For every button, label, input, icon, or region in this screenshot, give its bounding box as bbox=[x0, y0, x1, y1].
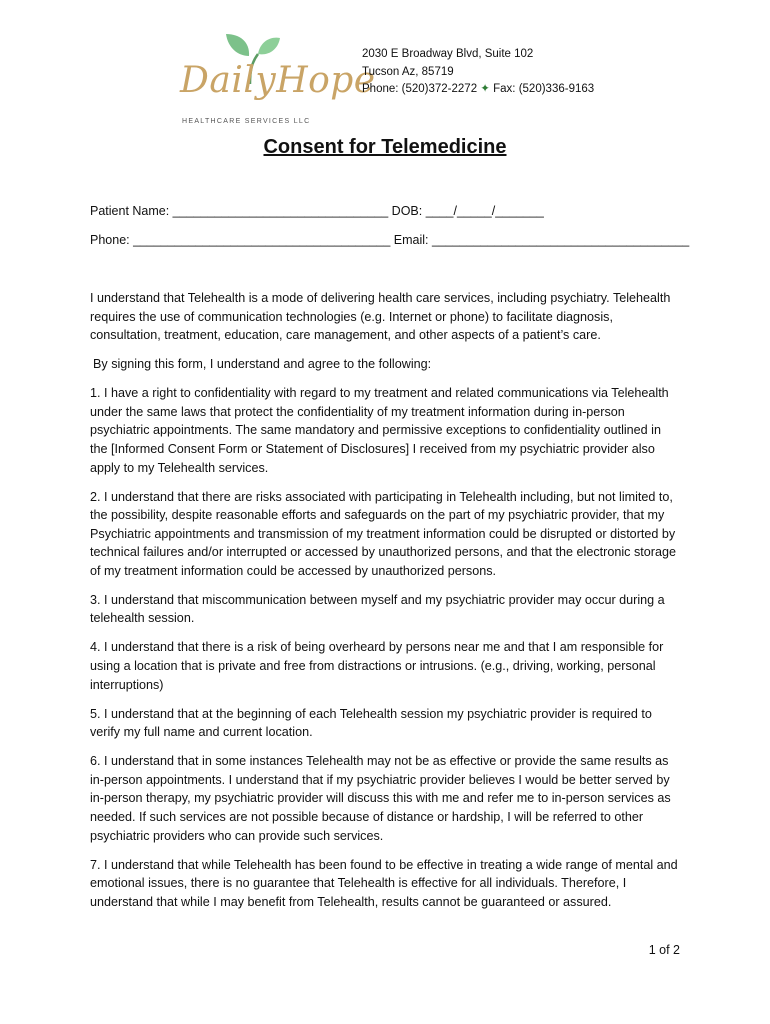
consent-body bbox=[90, 289, 680, 922]
contact-info-line bbox=[90, 233, 689, 247]
logo-subtitle: HEALTHCARE SERVICES LLC bbox=[182, 118, 311, 125]
logo-text: DailyHope bbox=[180, 60, 376, 101]
page-title: Consent for Telemedicine bbox=[263, 136, 507, 158]
consent-item-5: 5. I understand that at the beginning of each Telehealth session my psychiatric provider is required to verify my full name and current location. bbox=[90, 706, 652, 740]
page-number: 1 of 2 bbox=[648, 943, 680, 957]
consent-item-1: 1. I have a right to confidentiality with regard to my treatment and related communications via Telehealth under the same laws that protect the confidentiality of my treatment information during in-person psychiatric appointments. The same mandatory and permissive exceptions to confidentiality outlined in the [Informed Consent Form or Statement of Disclosures] I received from my psychiatric provider also apply to my Telehealth services. bbox=[90, 386, 669, 475]
fax-number: Fax: (520)336-9163 bbox=[493, 83, 595, 95]
company-logo bbox=[178, 26, 376, 125]
phone-number: Phone: (520)372-2272 bbox=[362, 83, 478, 95]
consent-item-6: 6. I understand that in some instances Telehealth may not be as effective or provide the same results as in-person appointments. I understand that if my psychiatric provider believes I would be better served by in-person therapy, my psychiatric provider will discuss this with me and refer me to in-person services as needed. If such services are not possible because of distance or hardship, I will be referred to other psychiatric providers who can provide such services. bbox=[90, 754, 671, 843]
separator-icon: ✦ bbox=[480, 83, 490, 95]
phone-field[interactable]: Phone: _____________________________________ bbox=[90, 233, 391, 247]
email-field[interactable]: Email: _____________________________________ bbox=[393, 233, 690, 247]
intro-paragraph: I understand that Telehealth is a mode of delivering health care services, including psychiatry. Telehealth requires the use of communication technologies (e.g. Internet or phone) to facilitate diagnosis, consultation, treatment, education, care management, and other aspects of a patient’s care. bbox=[90, 291, 671, 343]
agreement-lead: By signing this form, I understand and agree to the following: bbox=[93, 357, 432, 372]
consent-item-4: 4. I understand that there is a risk of being overheard by persons near me and that I am responsible for using a location that is private and free from distractions or intrusions. (e.g., driving, working, personal interruptions) bbox=[90, 640, 664, 692]
consent-item-2: 2. I understand that there are risks associated with participating in Telehealth including, but not limited to, the possibility, despite reasonable efforts and safeguards on the part of my psychiatric provider, that my Psychiatric appointments and transmission of my treatment information could be disrupted or distorted by technical failures and/or interrupted or accessed by unauthorized persons, and that the electronic storage of my treatment information could be accessed by unauthorized persons. bbox=[90, 489, 676, 578]
patient-name-field[interactable]: Patient Name: _______________________________ bbox=[90, 204, 389, 218]
contact-line bbox=[362, 81, 594, 99]
company-address bbox=[362, 46, 594, 99]
dob-field[interactable]: DOB: ____/_____/_______ bbox=[391, 204, 544, 218]
city-line: Tucson Az, 85719 bbox=[362, 65, 454, 78]
consent-item-7: 7. I understand that while Telehealth has been found to be effective in treating a wide range of mental and emotional issues, there is no guarantee that Telehealth is effective for all individuals. Therefore, I understand that while I may benefit from Telehealth, results cannot be guaranteed or assured. bbox=[90, 857, 678, 909]
address-line: 2030 E Broadway Blvd, Suite 102 bbox=[362, 48, 534, 60]
patient-info-line bbox=[90, 204, 544, 218]
consent-item-3: 3. I understand that miscommunication between myself and my psychiatric provider may occur during a telehealth session. bbox=[90, 592, 665, 626]
